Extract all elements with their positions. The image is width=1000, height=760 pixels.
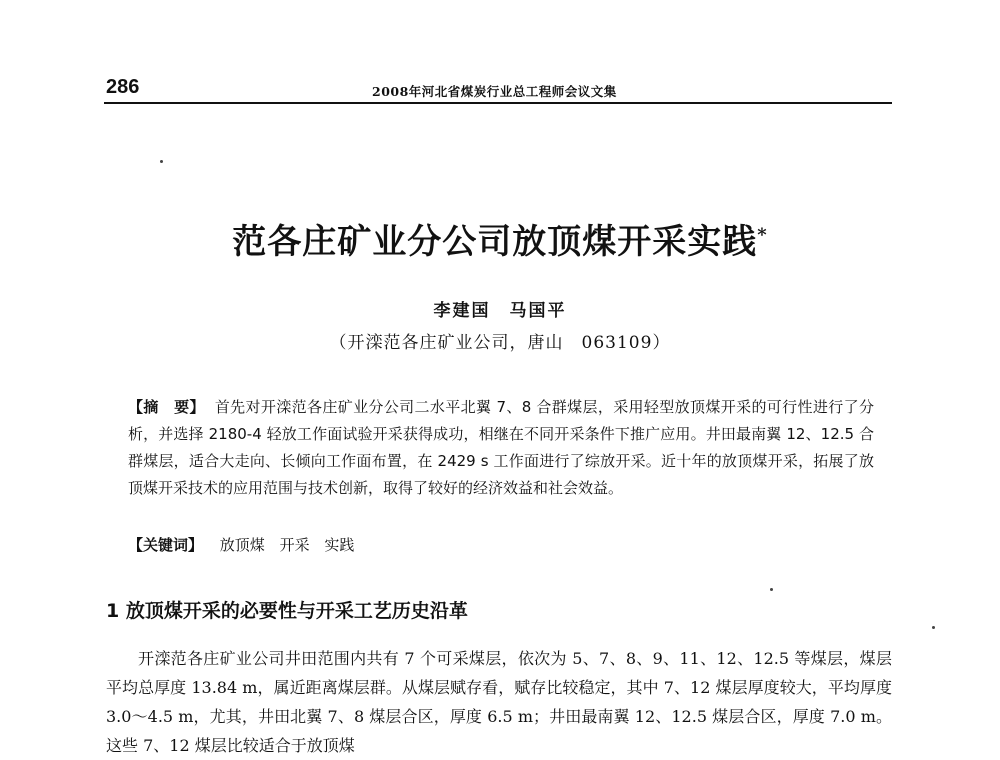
body-paragraph: 开滦范各庄矿业公司井田范围内共有 7 个可采煤层，依次为 5、7、8、9、11、12、12.5 等煤层，煤层平均总厚度 13.84 m，属近距离煤层群。从煤层赋存看，赋存比较稳定，其中 7、12 煤层厚度较大，平均厚度 3.0～4.5 m，尤其，井田北翼 7、8 煤层合区，厚度 6.5 m；井田最南翼 12、12.5 煤层合区，厚度 7.0 m。这些 7、12 煤层比较适合于放顶煤 — [106, 649, 892, 755]
title-footnote-mark: * — [757, 224, 768, 246]
article-title — [0, 214, 1000, 263]
journal-title: 2008年河北省煤炭行业总工程师会议文集 — [372, 84, 617, 99]
running-header — [104, 76, 892, 104]
section-heading: 1 放顶煤开采的必要性与开采工艺历史沿革 — [106, 600, 468, 622]
page-number: 286 — [106, 76, 140, 98]
keywords-label: 【关键词】 — [128, 536, 204, 554]
article-title-text: 范各庄矿业分公司放顶煤开采实践 — [232, 222, 758, 262]
keyword: 开采 — [279, 536, 310, 554]
scan-speck — [770, 588, 773, 591]
scan-speck — [160, 160, 163, 163]
scan-speck — [932, 626, 935, 629]
keyword: 实践 — [324, 536, 355, 554]
keyword: 放顶煤 — [219, 536, 265, 554]
abstract-text: 首先对开滦范各庄矿业分公司二水平北翼 7、8 合群煤层，采用轻型放顶煤开采的可行性进行了分析，并选择 2180-4 轻放工作面试验开采获得成功，相继在不同开采条件下推广应用。井田最南翼 12、12.5 合群煤层，适合大走向、长倾向工作面布置，在 2429 s 工作面进行了综放开采。近十年的放顶煤开采，拓展了放顶煤开采技术的应用范围与技术创新，取得了较好的经济效益和社会效益。 — [128, 398, 874, 497]
affiliation: （开滦范各庄矿业公司，唐山 063109） — [329, 333, 671, 353]
keywords — [128, 532, 874, 559]
abstract — [128, 394, 874, 502]
abstract-label: 【摘 要】 — [128, 398, 205, 416]
authors: 李建国 马国平 — [433, 301, 567, 321]
